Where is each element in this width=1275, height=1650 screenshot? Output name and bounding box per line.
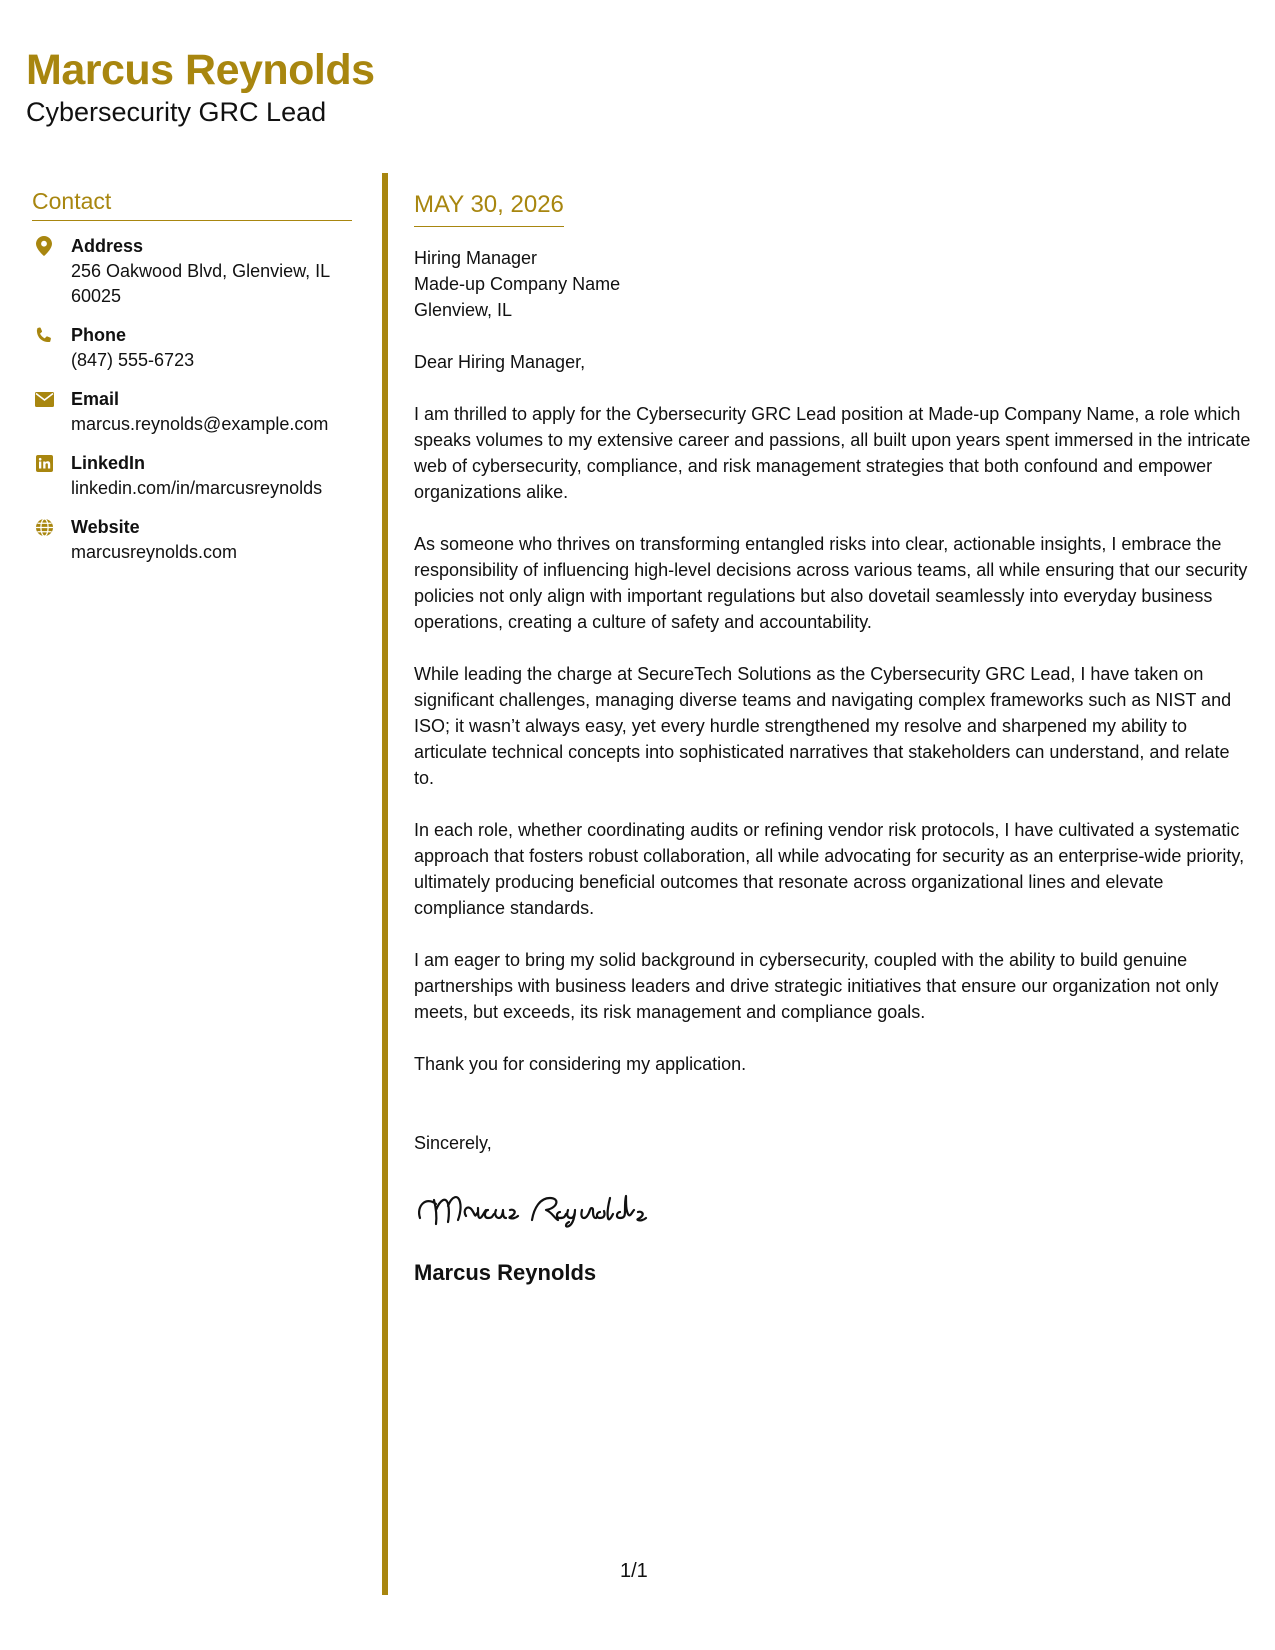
resume-header: [26, 48, 375, 128]
address-value: 256 Oakwood Blvd, Glenview, IL 60025: [71, 261, 330, 306]
page-number: 1/1: [620, 1560, 648, 1582]
applicant-name: Marcus Reynolds: [26, 46, 375, 94]
contact-address: [32, 234, 352, 309]
email-value: marcus.reynolds@example.com: [71, 414, 329, 434]
recipient-line: Glenview, IL: [414, 300, 513, 320]
address-label: Address: [71, 236, 144, 256]
applicant-title: Cybersecurity GRC Lead: [26, 97, 327, 128]
phone-icon: [34, 325, 54, 345]
linkedin-value: linkedin.com/in/marcusreynolds: [71, 478, 323, 498]
recipient-line: Hiring Manager: [414, 248, 538, 268]
vertical-divider: [382, 173, 388, 1595]
linkedin-label: LinkedIn: [71, 453, 146, 473]
website-value: marcusreynolds.com: [71, 542, 238, 562]
letter-paragraph: While leading the charge at SecureTech Solutions as the Cybersecurity GRC Lead, I have taken on significant challenges, managing diverse teams and navigating complex frameworks such as NIST and ISO; it wasn’t always easy, yet every hurdle strengthened my resolve and sharpened my ability to articulate technical concepts into sophisticated narratives that stakeholders can understand, and relate to.: [414, 664, 1232, 788]
greeting: Dear Hiring Manager,: [414, 352, 586, 372]
closing: Sincerely,: [414, 1133, 492, 1153]
globe-icon: [34, 517, 54, 537]
linkedin-icon: [34, 453, 54, 473]
phone-label: Phone: [71, 325, 127, 345]
phone-value: (847) 555-6723: [71, 350, 195, 370]
contact-email: [32, 387, 352, 437]
contact-list: [32, 234, 352, 565]
signer-name: Marcus Reynolds: [414, 1260, 597, 1285]
letter-paragraph: I am thrilled to apply for the Cybersecurity GRC Lead position at Made-up Company Name, a role which speaks volumes to my extensive career and passions, all built upon years spent immersed in the intricate web of cybersecurity, compliance, and risk management strategies that both confound and empower organizations alike.: [414, 404, 1251, 502]
letter-body: [414, 190, 1254, 1286]
handwritten-signature: [414, 1180, 1254, 1240]
contact-heading: Contact: [32, 188, 352, 221]
contact-phone: [32, 323, 352, 373]
letter-paragraph: As someone who thrives on transforming entangled risks into clear, actionable insights, I embrace the responsibility of influencing high-level decisions across various teams, all while ensuring that our security policies not only align with important regulations but also dovetail seamlessly into everyday business operations, creating a culture of safety and accountability.: [414, 534, 1248, 632]
map-pin-icon: [34, 236, 54, 256]
contact-website: [32, 515, 352, 565]
letter-paragraph: Thank you for considering my application.: [414, 1054, 747, 1074]
envelope-icon: [34, 389, 54, 409]
contact-sidebar: [32, 188, 352, 579]
contact-linkedin: [32, 451, 352, 501]
website-label: Website: [71, 517, 140, 537]
letter-paragraph: I am eager to bring my solid background in cybersecurity, coupled with the ability to build genuine partnerships with business leaders and drive strategic initiatives that ensure our organization not only meets, but exceeds, its risk management and compliance goals.: [414, 950, 1219, 1022]
letter-date: MAY 30, 2026: [414, 190, 564, 227]
recipient-block: [414, 245, 1254, 323]
recipient-line: Made-up Company Name: [414, 274, 621, 294]
email-label: Email: [71, 389, 120, 409]
letter-paragraph: In each role, whether coordinating audits or refining vendor risk protocols, I have cultivated a systematic approach that fosters robust collaboration, all while advocating for security as an enterprise-wide priority, ultimately producing beneficial outcomes that resonate across organizational lines and elevate compliance standards.: [414, 820, 1245, 918]
